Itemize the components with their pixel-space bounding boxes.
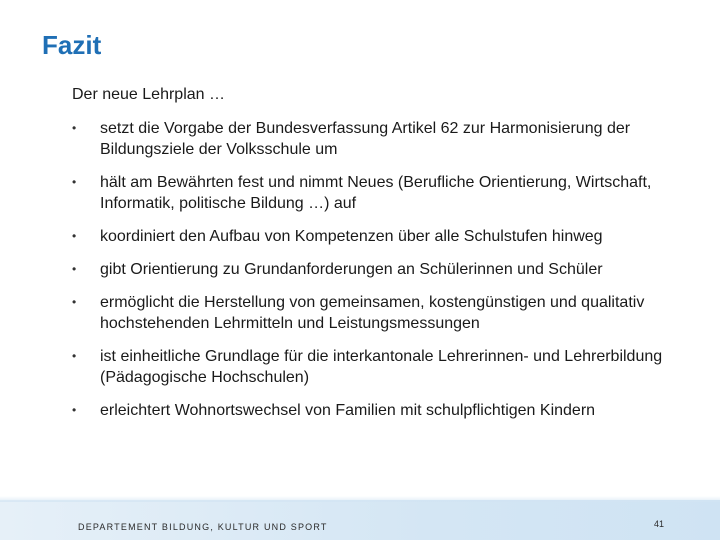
bullet-item	[72, 118, 692, 160]
bullet-item	[72, 292, 692, 334]
bullet-list	[72, 118, 692, 433]
page-number: 41	[654, 519, 665, 529]
bullet-text: erleichtert Wohnortswechsel von Familien mit schulpflichtigen Kindern	[100, 402, 596, 419]
bullet-text: koordiniert den Aufbau von Kompetenzen über alle Schulstufen hinweg	[100, 228, 603, 245]
bullet-item	[72, 172, 692, 214]
bullet-symbol: •	[72, 229, 77, 243]
bullet-symbol: •	[72, 403, 77, 417]
bullet-item	[72, 400, 692, 421]
bullet-symbol: •	[72, 295, 77, 309]
slide-title: Fazit	[42, 30, 102, 60]
bullet-item	[72, 346, 692, 388]
footer-band	[0, 500, 720, 540]
bullet-text: hält am Bewährten fest und nimmt Neues (Berufliche Orientierung, Wirtschaft, Informatik, politische Bildung …) auf	[100, 174, 652, 212]
footer-department: DEPARTEMENT BILDUNG, KULTUR UND SPORT	[78, 522, 328, 532]
bullet-text: gibt Orientierung zu Grundanforderungen an Schülerinnen und Schüler	[100, 261, 603, 278]
bullet-text: ermöglicht die Herstellung von gemeinsamen, kostengünstigen und qualitativ hochstehenden Lehrmitteln und Leistungsmessungen	[100, 294, 645, 332]
bullet-symbol: •	[72, 121, 77, 135]
bullet-text: ist einheitliche Grundlage für die interkantonale Lehrerinnen- und Lehrerbildung (Pädagogische Hochschulen)	[100, 348, 663, 386]
bullet-symbol: •	[72, 349, 77, 363]
bullet-symbol: •	[72, 175, 77, 189]
bullet-item	[72, 226, 692, 247]
bullet-item	[72, 259, 692, 280]
slide-intro: Der neue Lehrplan …	[72, 86, 225, 103]
bullet-text: setzt die Vorgabe der Bundesverfassung Artikel 62 zur Harmonisierung der Bildungsziele der Volksschule um	[100, 120, 631, 158]
bullet-symbol: •	[72, 262, 77, 276]
